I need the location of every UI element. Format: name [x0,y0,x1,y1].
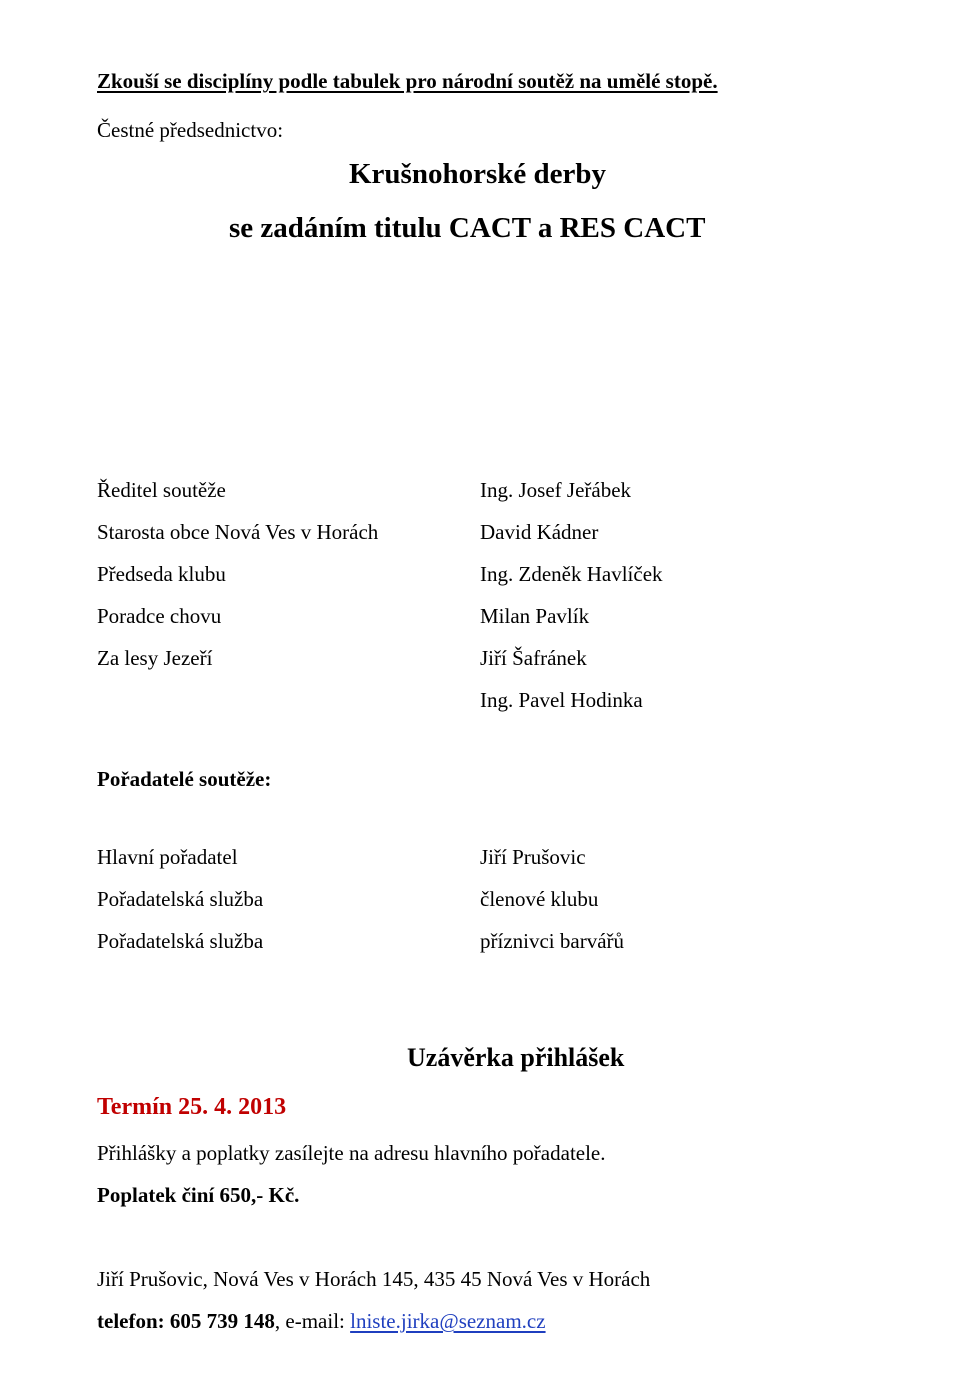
contact-email-label: , e-mail: [274,1309,351,1333]
honorary-role-5: Za lesy Jezeří [97,646,213,670]
honorary-person-3: Ing. Zdeněk Havlíček [480,562,663,586]
honorary-role-3: Předseda klubu [97,562,226,586]
honorary-role-2: Starosta obce Nová Ves v Horách [97,520,379,544]
organizer-role-1: Hlavní pořadatel [97,845,238,869]
organizer-person-2: členové klubu [480,887,599,911]
deadline-note: Přihlášky a poplatky zasílejte na adresu hlavního pořadatele. [97,1141,606,1165]
honorary-role-4: Poradce chovu [97,604,222,628]
organizer-role-2: Pořadatelská služba [97,887,264,911]
contact-address: Jiří Prušovic, Nová Ves v Horách 145, 435 45 Nová Ves v Horách [97,1267,651,1291]
deadline-term: Termín 25. 4. 2013 [97,1094,287,1120]
contact-email-link[interactable]: lniste.jirka@seznam.cz [350,1309,546,1333]
honorary-role-1: Ředitel soutěže [97,478,226,502]
organizer-person-1: Jiří Prušovic [480,845,586,869]
deadline-fee: Poplatek činí 650,- Kč. [97,1183,300,1207]
deadline-heading: Uzávěrka přihlášek [407,1043,625,1072]
page-title: Krušnohorské derby [349,158,607,190]
page-subtitle: se zadáním titulu CACT a RES CACT [229,212,706,244]
intro-text: Zkouší se disciplíny podle tabulek pro národní soutěž na umělé stopě. [97,69,718,93]
honorary-person-4: Milan Pavlík [480,604,590,628]
contact-line [97,1311,546,1332]
honorary-person-1: Ing. Josef Jeřábek [480,478,632,502]
contact-phone: telefon: 605 739 148 [97,1309,275,1333]
honorary-person-5: Jiří Šafránek [480,646,587,670]
organizers-heading: Pořadatelé soutěže: [97,767,272,791]
honorary-heading: Čestné předsednictvo: [97,118,284,142]
honorary-person-2: David Kádner [480,520,599,544]
organizer-role-3: Pořadatelská služba [97,929,264,953]
honorary-person-6: Ing. Pavel Hodinka [480,688,643,712]
organizer-person-3: příznivci barvářů [480,929,625,953]
